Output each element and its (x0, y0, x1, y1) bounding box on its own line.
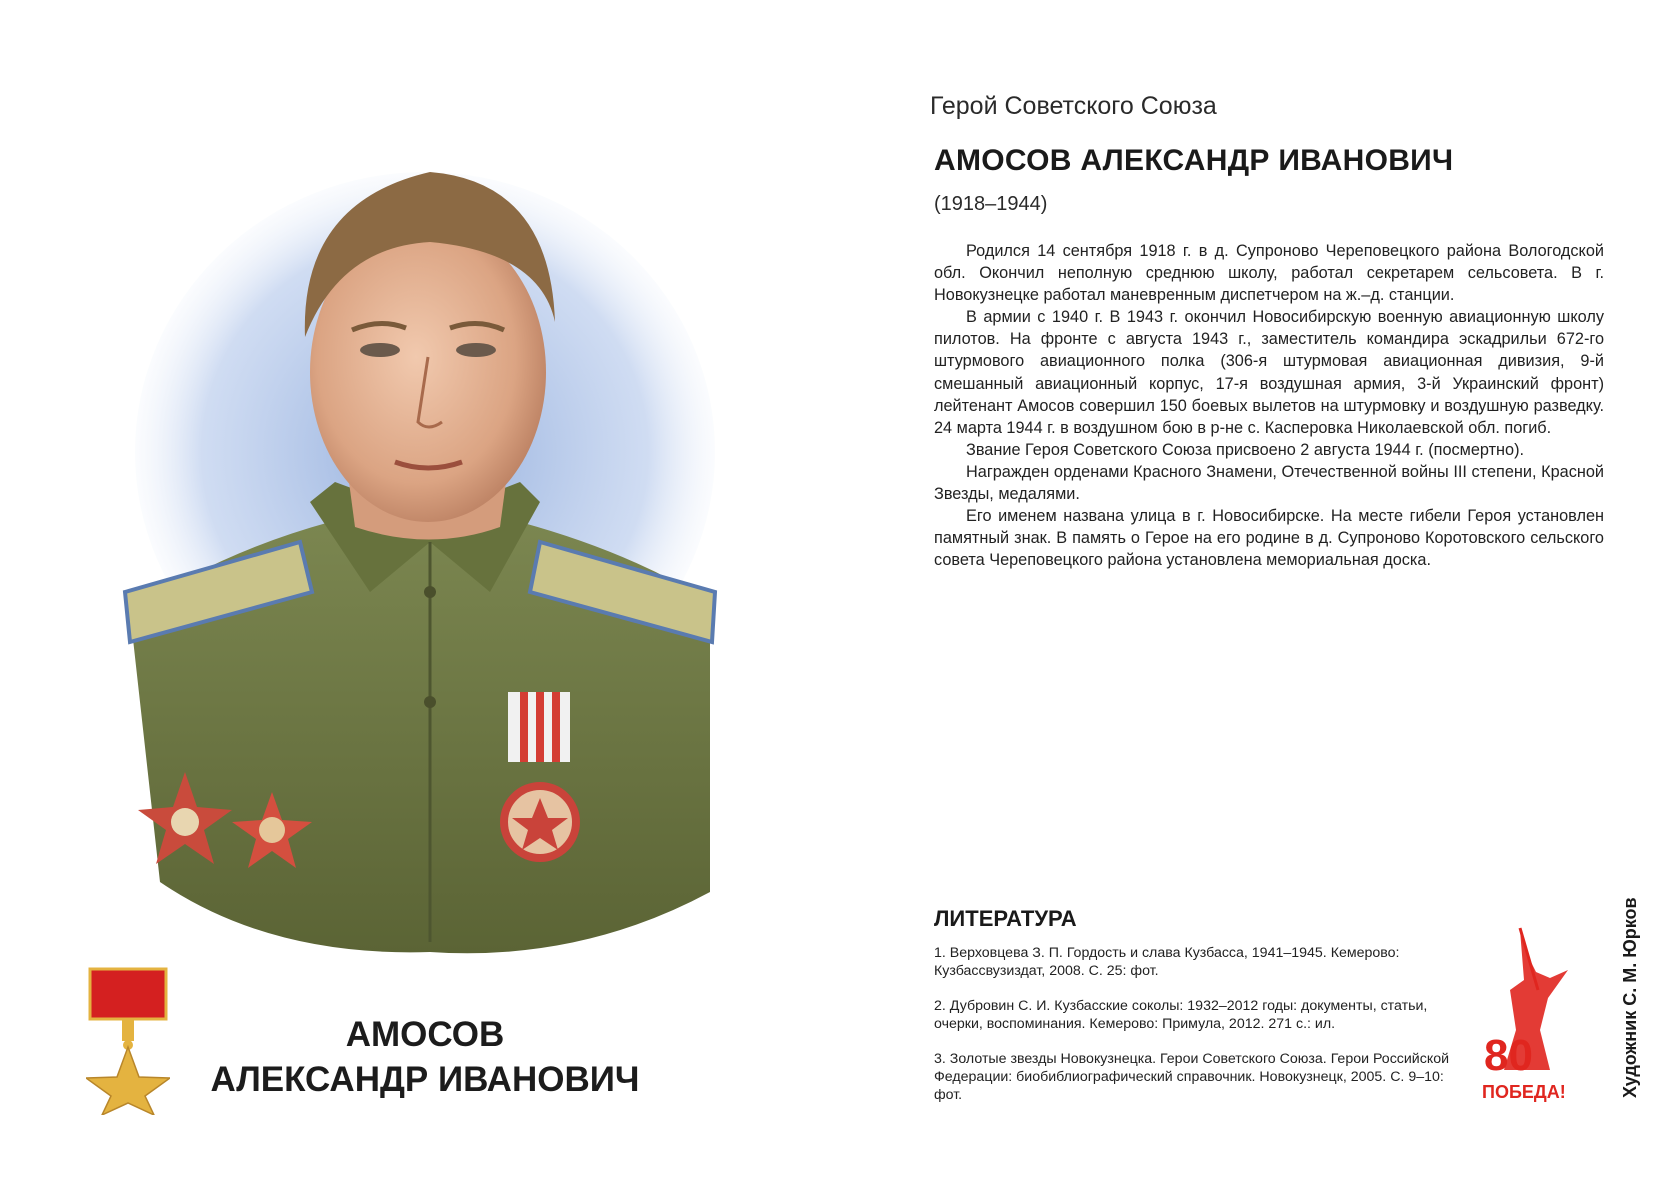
logo-word: ПОБЕДА! (1482, 1082, 1566, 1102)
bio-paragraph: Его именем названа улица в г. Новосибирске. На месте гибели Героя установлен памятный знак. В память о Герое на его родине в д. Супроново Коротовского сельского совета Череповецкого района установлена мемориальная доска. (934, 507, 1604, 570)
bio-paragraph: Родился 14 сентября 1918 г. в д. Супроново Череповецкого района Вологодской обл. Окончил неполную среднюю школу, работал секретарем сельсовета. В г. Новокузнецке работал маневренным диспетчером на ж.–д. станции. (934, 242, 1604, 305)
bio-paragraph: Звание Героя Советского Союза присвоено 2 августа 1944 г. (посмертно). (966, 440, 1525, 459)
hero-portrait (100, 122, 740, 962)
caption-surname: АМОСОВ (345, 1015, 505, 1054)
bio-paragraph: В армии с 1940 г. В 1943 г. окончил Новосибирскую военную авиационную школу пилотов. На фронте с августа 1943 г., заместитель командира эскадрильи 672-го штурмового авиационного полка (306-я штурмовая авиационная дивизия, 9-й смешанный авиационный корпус, 17-я воздушная армия, 3-й Украинский фронт) лейтенант Амосов совершил 150 боевых вылетов на штурмовку и воздушную разведку. 24 марта 1944 г. в воздушном бою в р-не с. Касперовка Николаевской обл. погиб. (934, 308, 1604, 437)
victory-80-logo (1480, 920, 1576, 1106)
artist-credit: Художник С. М. Юрков (1620, 897, 1640, 1098)
bio-paragraph: Награжден орденами Красного Знамени, Отечественной войны III степени, Красной Звезды, медалями. (934, 462, 1604, 504)
page-subtitle: Герой Советского Союза (930, 92, 1217, 120)
gold-star-medal-icon (86, 965, 170, 1115)
literature-heading: ЛИТЕРАТУРА (934, 906, 1077, 931)
literature-list (934, 944, 1454, 1121)
logo-number: 80 (1484, 1031, 1533, 1080)
life-years: (1918–1944) (934, 193, 1048, 215)
caption-given-names: АЛЕКСАНДР ИВАНОВИЧ (210, 1060, 640, 1099)
page-title: АМОСОВ АЛЕКСАНДР ИВАНОВИЧ (934, 144, 1454, 177)
portrait-caption (190, 1012, 660, 1102)
literature-item: 3. Золотые звезды Новокузнецка. Герои Советского Союза. Герои Российской Федерации: биобиблиографический справочник. Новокузнецк, 2005. С. 9–10: фот. (934, 1051, 1450, 1103)
literature-item: 2. Дубровин С. И. Кузбасские соколы: 1932–2012 годы: документы, статьи, очерки, воспоминания. Кемерово: Примула, 2012. 271 с.: ил. (934, 998, 1428, 1032)
literature-item: 1. Верховцева З. П. Гордость и слава Кузбасса, 1941–1945. Кемерово: Кузбассвузиздат, 2008. С. 25: фот. (934, 945, 1400, 979)
biography (934, 240, 1604, 571)
